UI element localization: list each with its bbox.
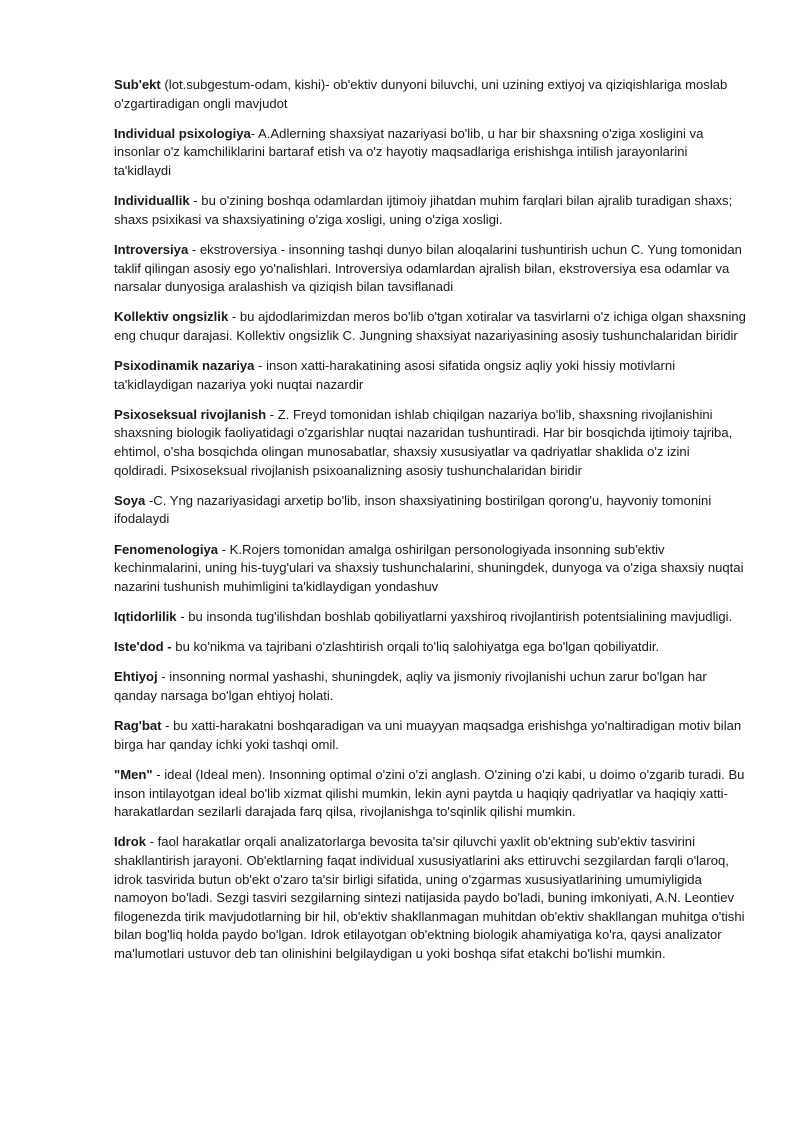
entry-term: Kollektiv ongsizlik: [114, 309, 229, 325]
entry-definition: - A.Adlerning shaxsiyat nazariyasi bo'lib, u har bir shaxsning o'ziga xosligini va insonlar o'z kamchiliklarini bartaraf etish va o'z hayotiy maqsadlariga erishishga intilish jarayonlarini ta'kidlaydi: [114, 125, 704, 178]
entry-definition: - bu ajdodlarimizdan meros bo'lib o'tgan xotiralar va tasvirlarni o'z ichiga olgan shaxsning eng chuqur darajasi. Kollektiv ongsizlik C. Jungning shaxsiyat nazariyasining asosiy tushunchalaridan biridir: [114, 309, 746, 343]
entry-term: Introversiya: [114, 241, 189, 257]
glossary-entry-fenomenologiya: [114, 541, 746, 597]
entry-definition: bu ko'nikma va tajribani o'zlashtirish orqali to'liq salohiyatga ega bo'lgan qobiliyatdir.: [171, 639, 660, 655]
entry-definition: - Z. Freyd tomonidan ishlab chiqilgan nazariya bo'lib, shaxsning rivojlanishini shaxsning biologik faoliyatidagi o'zgarishlar nuqtai nazaridan tushuntiradi. Har bir bosqichda ijtimoiy tajriba, ehtimol, o'sha bosqichda olingan munosabatlar, shaxsiy xususiyatlar va qadriyatlar shaklida o'z izini qoldiradi. Psixoseksual rivojlanish psixoanalizning asosiy tushunchalaridan biridir: [114, 406, 733, 478]
glossary-entry-idrok: [114, 833, 746, 963]
entry-term: Psixodinamik nazariya: [114, 358, 255, 374]
entry-definition: - bu xatti-harakatni boshqaradigan va uni muayyan maqsadga erishishga yo'naltiradigan motiv bilan birga har qanday ichki yoki tashqi omil.: [114, 718, 742, 752]
glossary-entry-individuallik: [114, 192, 746, 229]
glossary-entry-istedod: [114, 638, 746, 657]
entry-definition: - ideal (Ideal men). Insonning optimal o'zini o'zi anglash. O'zining o'zi kabi, u doimo o'zgarib turadi. Bu inson intilayotgan ideal bo'lib xizmat qilishi mumkin, lekin ayni paytda u haqiqiy qadriyatlar va haqiqiy xatti-harakatlardan sezilarli darajada farq qilsa, rivojlanishga to'sqinlik qilishi mumkin.: [114, 766, 745, 820]
entry-definition: - K.Rojers tomonidan amalga oshirilgan personologiyada insonning sub'ektiv kechinmalarini, uning his-tuyg'ulari va shaxsiy tushunchalarini, shuningdek, dunyoga va o'ziga shaxsiy nuqtai nazarini tushunish muhimligini ta'kidlaydigan yondashuv: [114, 541, 744, 594]
glossary-entry-psixodinamik-nazariya: [114, 357, 746, 394]
entry-term: Rag'bat: [114, 718, 162, 734]
entry-term: Individual psixologiya: [114, 125, 251, 141]
glossary-entry-ragbat: [114, 717, 746, 754]
entry-definition: -C. Yng nazariyasidagi arxetip bo'lib, inson shaxsiyatining bostirilgan qorong'u, hayvoniy tomonini ifodalaydi: [114, 492, 712, 527]
entry-term: Fenomenologiya: [114, 541, 219, 557]
entry-term: "Men": [114, 766, 153, 782]
glossary-entry-soya: [114, 492, 746, 529]
glossary-entry-individual-psixologiya: [114, 125, 746, 181]
entry-definition: - bu insonda tug'ilishdan boshlab qobiliyatlarni yaxshiroq rivojlantirish potentsialining mavjudligi.: [176, 609, 733, 624]
glossary-entry-men: [114, 766, 746, 822]
entry-term: Individuallik: [114, 193, 190, 209]
glossary-entry-psixoseksual-rivojlanish: [114, 406, 746, 480]
entry-term: Ehtiyoj: [114, 669, 158, 685]
entry-definition: - bu o'zining boshqa odamlardan ijtimoiy jihatdan muhim farqlari bilan ajralib turadigan shaxs; shaxs psixikasi va shaxsiyatining o'ziga xosligi, uning o'ziga xosligi.: [114, 193, 733, 227]
glossary-document: [114, 76, 746, 975]
entry-definition: - insonning normal yashashi, shuningdek, aqliy va jismoniy rivojlanishi uchun zarur bo'lgan har qanday narsaga bo'lgan ehtiyoj holati.: [114, 669, 707, 703]
glossary-entry-introversiya: [114, 241, 746, 297]
entry-term: Sub'ekt: [114, 77, 161, 92]
entry-definition: (lot.subgestum-odam, kishi)- ob'ektiv dunyoni biluvchi, uni uzining extiyoj va qiziqishlariga moslab o'zgartiradigan ongli mavjudot: [114, 77, 728, 111]
entry-term: Idrok: [114, 834, 147, 850]
glossary-entry-ehtiyoj: [114, 668, 746, 705]
entry-term: Iqtidorlilik: [114, 609, 177, 624]
glossary-entry-subekt: [114, 76, 746, 113]
entry-term: Psixoseksual rivojlanish: [114, 406, 267, 422]
entry-definition: - inson xatti-harakatining asosi sifatida ongsiz aqliy yoki hissiy motivlarni ta'kidlaydigan nazariya yoki nuqtai nazardir: [114, 358, 676, 392]
glossary-entry-iqtidorlilik: [114, 608, 746, 627]
glossary-entry-kollektiv-ongsizlik: [114, 308, 746, 345]
entry-definition: - ekstroversiya - insonning tashqi dunyo bilan aloqalarini tushuntirish uchun C. Yung tomonidan taklif qilingan asosiy ego yo'nalishlari. Introversiya odamlardan ajralish bilan, ekstroversiya esa odamlar va narsalar dunyosiga aralashish va qiziqish bilan tavsiflanadi: [114, 241, 742, 295]
entry-definition: - faol harakatlar orqali analizatorlarga bevosita ta'sir qiluvchi yaxlit ob'ektning sub'ektiv tasvirini shakllantirish jarayoni. Ob'ektlarning faqat individual xususiyatlarini aks ettiruvchi sezgilardan farqli o'laroq, idrok tasvirida butun ob'ekt o'zaro ta'sir birligi sifatida, uning o'zgarmas xususiyatlarining umumiyligida namoyon bo'ladi. Sezgi tasviri sezgilarning sintezi natijasida paydo bo'ladi, buning imkoniyati, A.N. Leontiev filogenezda tirik mavjudotlarning bir hil, ob'ektiv shakllanmagan muhitdan ob'ektiv shakllangan muhitga o'tishi bilan bog'liq holda paydo bo'lgan. Idrok etilayotgan ob'ektning biologik ahamiyatiga ko'ra, qaysi analizator ma'lumotlari ustuvor deb tan olinishini belgilaydigan u yoki boshqa sifat etakchi bo'lishi mumkin.: [114, 834, 745, 961]
entry-term: Soya: [114, 492, 146, 508]
entry-term: Iste'dod -: [114, 639, 172, 655]
